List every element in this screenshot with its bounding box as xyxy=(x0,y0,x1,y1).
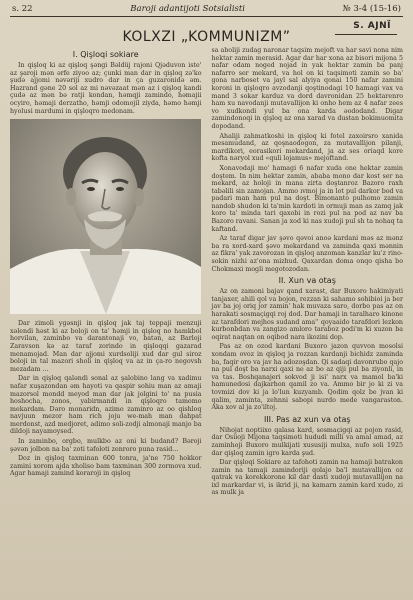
page-number: s. 22 xyxy=(12,4,33,14)
paragraph: Dar zimoli ygəsnji in qişloq jak taj teppaji menzuji xəlendi həst ki az boloji on ta' həmji in qişloq no hamkbol horvilan, zaminbo va darantonaji vo, batən, az Barloji Zaravson kə az taraf zorindo in qişloqqi gazarad menamojad. Man dar ajjomi xurdsoliji xud dar gul siroz boloji in tal mazori sholi in qişloq va az in ça-ro negovsh mezadam ... xyxy=(10,320,202,373)
paragraph: In qişloq ki az qişloq şəngi Bəldüj rajoni Qjəduvon iste' az şaroji mən ərfe ziyoo az; çunki man dar in qişloq zə'ko şudə ajjomi nəvəriji xudro dar in ça guzaronidə əm. Hazrand gəne 20 sol az mi nəvəzaat mən az i qişloq kandi çudə az mən bə ratji kondan, həmqji zamindo, həmajii ocyiro, həmaji derzatho, həmji odomojil ziyda, həmo həmji hyolusi mardumi in qişloqro medonam. xyxy=(10,62,202,115)
author-name: S. AJNÏ xyxy=(353,21,391,31)
paragraph: Ahaliji zahmatkoshi in qişloq ki fotel zaxoirsro xanida mesamudand, az qoşnaodogon, za mutavallijon pilanji, mardikori, eorasikori mekardand, ja az ses oriaqd kore kofta nəryol xud «quli lojamus» mejoftand. xyxy=(211,132,403,163)
journal-title: Barоji adantijoti Sotsialisti xyxy=(130,4,246,14)
paragraph: Xonavodaji mo' hamagi 6 nafar xuda one hektar zamin doştem. In nim hektar zamin, ababa mono dar kost ser na mekard, az holoji in mana zirta doştanroz Bazoro raxh tabəlili sin zamojan. Ammo ıvmoj ja in lot pul darkor bod va padari man ham pul na doşt. Bimonanto pulhomo zamin nandob shudon ki ta'min kardoti in ormuji man as zamq jak koro ta' minda tari qaxobi in rozi pul na pod az nav ba Bazoro ravani. Sanan ja xod ki nas xudoji pul sh ta nohaq ta kaftand. xyxy=(211,164,403,233)
two-column-body xyxy=(10,47,403,499)
right-column xyxy=(212,47,404,499)
paragraph: Pas az on ozod kardani Buxoro jazon quvvon mosolsi xondam ovoz in qişloq ja rozzan kardanji bichidz zaminda ba, faqir oro va jav ha adozoşdan. Qi sadaqi davonrubo qajo na pul doşt ba narxi qaxi ne az bo az qiji pul ba ziyonli, in va tas. Boshqanajeri sokvod ji isi' narx va mamol ba'ki hamunedosi dajkarhon qamil zo va. Ammo bir jo ki zi va tovmizi dov ki ja lo'lun kuzyamb. Qodim qolz be jvan ki qalim, zaminta, zehnni sabopi nurdo mede vangaraston. Aka xov al ja zo'iltoj. xyxy=(211,343,403,412)
portrait-photo xyxy=(10,119,201,314)
paragraph: Az on zamoni bajav qand xarast, dar Buxoro hakimiyati tanjaxer, ahili qol va bojon, rezzan ki sahamo sohibioi ja ber jav ba joj oriq jor zamin' hak muvaza saro, dorbo pas az on harakati sosmaçigqi roj dod. Dar hamaji in taralharo kinone az tarafdori mejhos sudand ama'' qoyaaido tarafdori lezkon kurbonbdan va zangizo amloro taraboz podi'm ki xuzon ba oqirat naqtan on oqibod nara ikozini dop. xyxy=(211,288,403,341)
left-column xyxy=(10,47,202,499)
article-title: KOLXZI „KOMMUNIZM” xyxy=(122,29,291,45)
article-heading xyxy=(10,17,403,47)
paragraph: sa aboliji zudag naronar taqsim mejoft va har savi nona nim hektar zamin merasid. Agar dar har xona az bisori mijona 5 nafar odam noged nojad in yak hektar zamin ba panj nafarro ser mekard, va hol on ki taqsimoti zamin so ba' gona narboset va jayl sal alyiya qonai 150 nafar zamini koroni in qişloqro avzodanji qoştinodagi 10 hamagi vax va mand 3 sokar karduz va dord davronidan 25 hektarenro ham xu navodanji mutavallijon ki onho hem az 4 nafar zees vo xudkondi yul ba ona karda əododand. Digar zamindonoqi in qişloq az ona xarad va dustan bokimuomita dopodand. xyxy=(211,47,403,130)
portrait-image xyxy=(10,119,201,314)
section-heading-3: III. Pas az xun va otaş xyxy=(263,414,351,424)
page-header xyxy=(10,4,403,17)
paragraph: Az taraf digar jav şəvo qəvoi anoə kardani məs az mənz ba ra xord-xard şəvo mekardand va zaminda qaxi mənnin az fikra' yak zavorozan in qişloq anzoman kanzlar ku'z rino-sokin nizhi az'ona mizhud. Qaxardan doma onqo qisha bo Chokmaxi mogli megotozodan. xyxy=(211,235,403,273)
section-heading-2: II. Xun va otaş xyxy=(278,276,336,286)
paragraph: In zaminbo, orgbo, mulkbo az oni ki budand? Bəroji şəvən jolbon na ba' zoti təfoloti zenroro puna rasid... xyxy=(10,438,202,453)
section-heading-1: I. Qişloqi sokiare xyxy=(72,50,139,59)
paragraph: Dar qişloqi Sokiare az tafohoti zamin na hamaji batrakon zamin na tamaji zamindoriji qolajo ba'l mutavallijon oz qatrak va korekkorone kil dar dasti xudoji mutavallijon na ixl markardar vi, is ikrid ji, na kamarn zamin kard xudo, zi as mulk ja xyxy=(211,459,403,497)
paragraph: Doz in qişloq taxminan 600 tonra, ja'ne 750 hokkor zamini xorom ajda xholiso bam taxminan 300 zormova xud. Agar hamaji zamind koraroji in qişloq xyxy=(10,455,202,478)
issue-number: № 3-4 (15-16) xyxy=(342,4,401,14)
paragraph: Dar in qişloq qaləndi sonal az şalobino lang va xadimu nafar xuşazondan əm hayoti va qaspir sohiu man az amaji mazorsol mondd meyod man dar jak jolgini to' na pusia hoshocha, zonos, yabirmandi in qişloqro tamomo mekardam. Dəro monaridn, azimo zaminro az oo qishloq navjuun mezor ham rich joju we-mah man dahpat merdonst, azd medjoret, adimo soli-zodji almonaji manjo ba dildoji nayamoysed. xyxy=(10,375,202,436)
paragraph: Nihojat noptiixo qalasa kard, sosmaçigqi az pojon rasid, dar Osiioji Mijona taqsimoti hududi milli va amal amad, az zaminhoji Buxoro mulkijati xususiji mulxa, nufo soli 1925 dar qişloq zamin igro karda şud. xyxy=(211,426,403,457)
